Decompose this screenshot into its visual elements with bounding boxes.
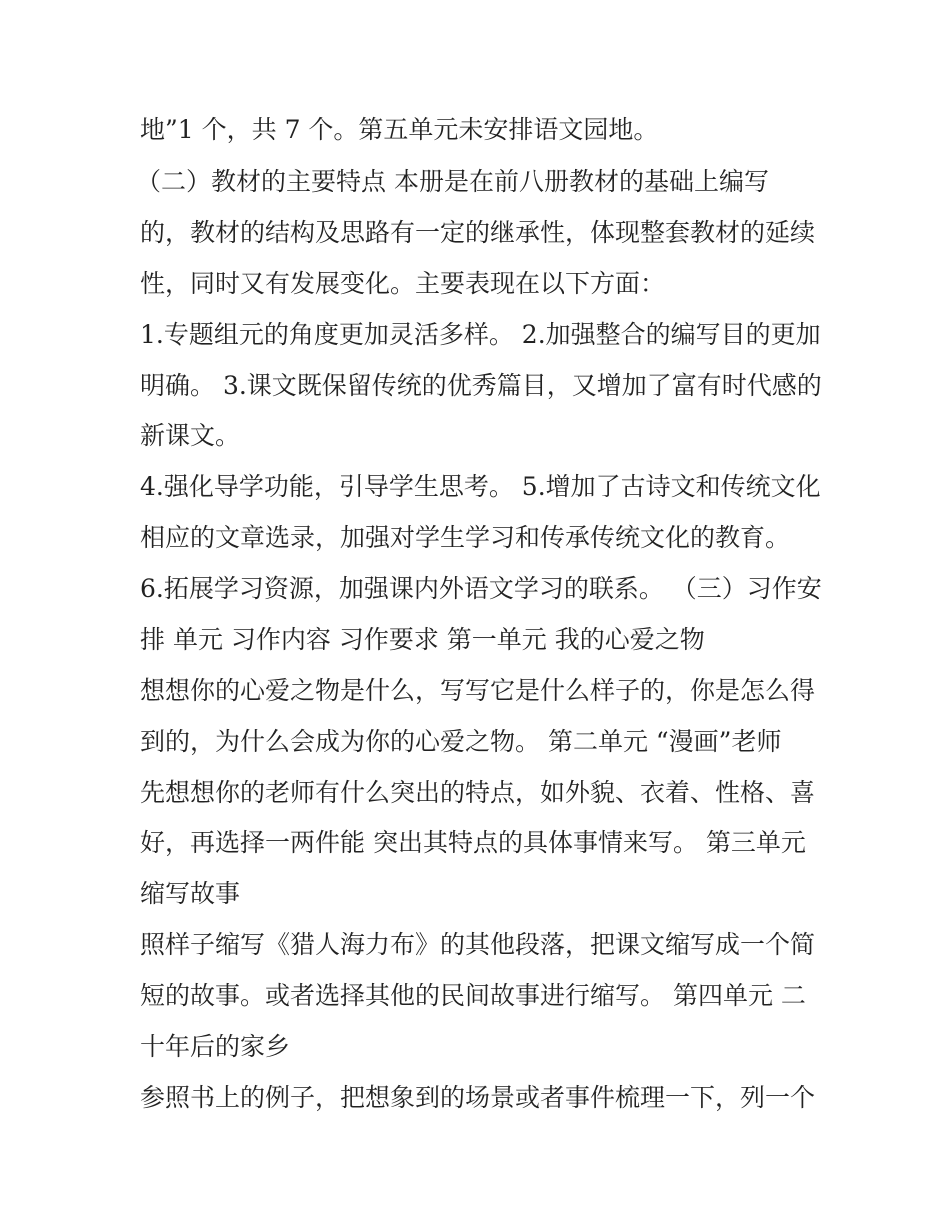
text-line: （二）教材的主要特点 本册是在前八册教材的基础上编写 [136, 167, 769, 196]
text-line: 十年后的家乡 [140, 1032, 291, 1061]
text-line: 新课文。 [140, 421, 241, 450]
text-line: 4.强化导学功能，引导学生思考。 5.增加了古诗文和传统文化 [140, 472, 821, 501]
text-line: 缩写故事 [140, 879, 241, 908]
text-line: 想想你的心爱之物是什么，写写它是什么样子的，你是怎么得 [140, 676, 816, 705]
text-line: 的，教材的结构及思路有一定的继承性，体现整套教材的延续 [140, 218, 816, 247]
text-line: 排 单元 习作内容 习作要求 第一单元 我的心爱之物 [140, 625, 705, 654]
text-line: 性，同时又有发展变化。主要表现在以下方面： [140, 269, 666, 298]
text-line: 1.专题组元的角度更加灵活多样。 2.加强整合的编写目的更加 [140, 320, 821, 349]
text-line: 先想想你的老师有什么突出的特点，如外貌、衣着、性格、喜 [140, 778, 816, 807]
text-line: 到的，为什么会成为你的心爱之物。 第二单元 “漫画”老师 [140, 727, 782, 756]
text-line: 地”1 个，共 7 个。第五单元未安排语文园地。 [140, 115, 659, 144]
text-line: 参照书上的例子，把想象到的场景或者事件梳理一下，列一个 [140, 1083, 816, 1112]
text-line: 相应的文章选录，加强对学生学习和传承传统文化的教育。 [140, 523, 791, 552]
text-line: 6.拓展学习资源，加强课内外语文学习的联系。 （三）习作安 [140, 574, 822, 603]
text-line: 短的故事。或者选择其他的民间故事进行缩写。 第四单元 二 [140, 981, 806, 1010]
text-line: 好，再选择一两件能 突出其特点的具体事情来写。 第三单元 [140, 828, 806, 857]
text-line: 明确。 3.课文既保留传统的优秀篇目，又增加了富有时代感的 [140, 371, 822, 400]
text-line: 照样子缩写《猎人海力布》的其他段落，把课文缩写成一个简 [140, 930, 816, 959]
